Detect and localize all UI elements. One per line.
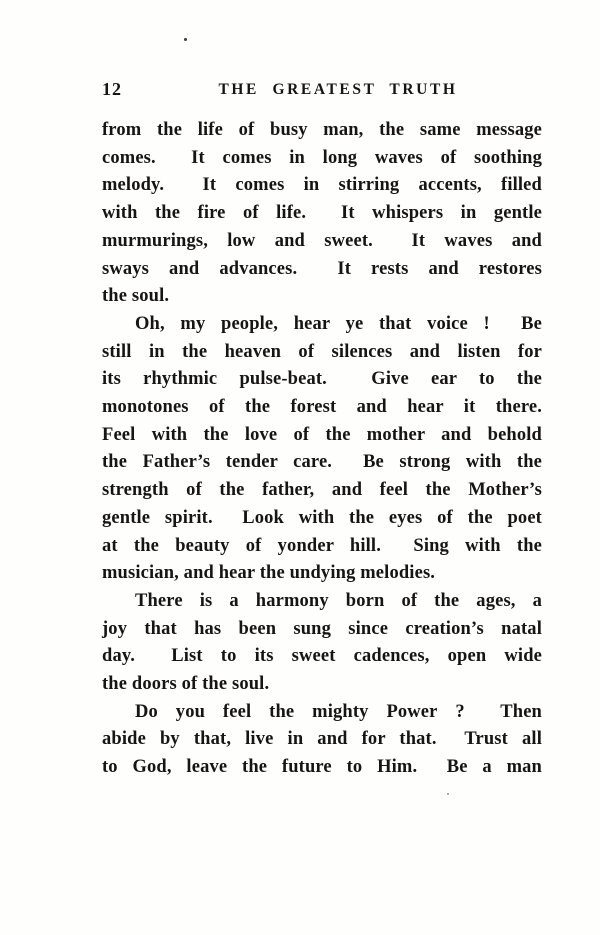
text-line: melody. It comes in stirring accents, filled bbox=[102, 175, 542, 196]
text-line: with the fire of life. It whispers in gentle bbox=[102, 203, 542, 224]
page-body bbox=[102, 117, 542, 782]
text-line: from the life of busy man, the same message bbox=[102, 120, 542, 140]
page-header bbox=[102, 79, 542, 101]
text-line: monotones of the forest and hear it there. bbox=[102, 397, 542, 418]
text-line: to God, leave the future to Him. Be a man bbox=[102, 757, 542, 778]
running-title: THE GREATEST TRUTH bbox=[218, 81, 458, 98]
text-line: the Father’s tender care. Be strong with the bbox=[102, 452, 542, 473]
text-line: There is a harmony born of the ages, a bbox=[135, 590, 542, 611]
paragraph-2 bbox=[102, 311, 542, 588]
text-line: still in the heaven of silences and listen for bbox=[102, 341, 542, 362]
text-line: murmurings, low and sweet. It waves and bbox=[102, 230, 542, 251]
text-line: comes. It comes in long waves of soothing bbox=[102, 147, 542, 168]
text-line: Feel with the love of the mother and behold bbox=[102, 424, 542, 445]
paragraph-1 bbox=[102, 117, 542, 311]
text-line: gentle spirit. Look with the eyes of the poet bbox=[102, 507, 542, 528]
text-line: joy that has been sung since creation’s natal bbox=[102, 618, 542, 639]
paragraph-4 bbox=[102, 699, 542, 782]
text-line: Do you feel the mighty Power ? Then bbox=[135, 701, 542, 722]
text-line: Oh, my people, hear ye that voice ! Be bbox=[135, 313, 542, 334]
text-line: the doors of the soul. bbox=[102, 674, 270, 695]
scan-speck-top bbox=[184, 38, 187, 41]
text-line: strength of the father, and feel the Mother’s bbox=[102, 480, 542, 501]
text-line: the soul. bbox=[102, 286, 170, 307]
text-line: musician, and hear the undying melodies. bbox=[102, 563, 436, 584]
text-line: sways and advances. It rests and restores bbox=[102, 258, 542, 279]
scan-speck-bottom bbox=[447, 793, 449, 795]
text-line: day. List to its sweet cadences, open wide bbox=[102, 646, 542, 667]
text-line: abide by that, live in and for that. Trust all bbox=[102, 729, 542, 750]
paragraph-3 bbox=[102, 588, 542, 699]
page-number: 12 bbox=[102, 79, 122, 99]
text-line: its rhythmic pulse-beat. Give ear to the bbox=[102, 369, 542, 390]
text-line: at the beauty of yonder hill. Sing with the bbox=[102, 535, 542, 556]
